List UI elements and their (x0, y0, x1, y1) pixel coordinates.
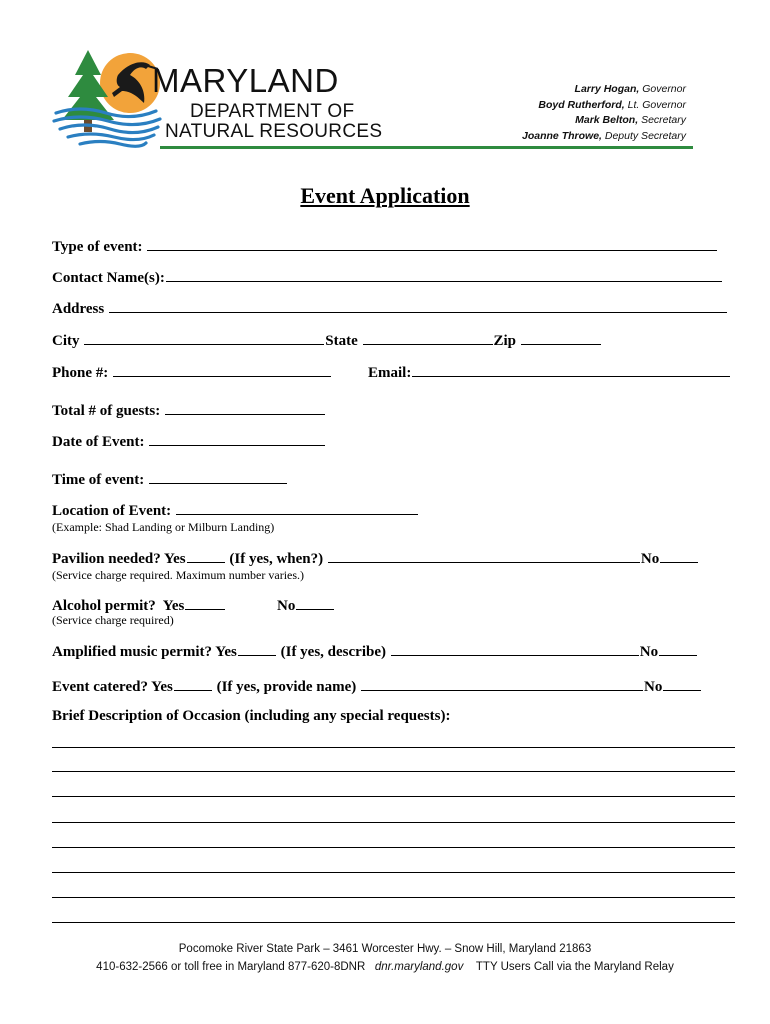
description-row (52, 708, 450, 725)
alcohol-no-label: No (277, 598, 296, 614)
alcohol-yes-field[interactable] (185, 596, 225, 610)
catered-yes-field[interactable] (174, 677, 212, 691)
page-title: Event Application (300, 183, 470, 208)
type-of-event-row (52, 237, 718, 256)
description-line[interactable] (52, 897, 735, 898)
music-describe-field[interactable] (391, 642, 639, 656)
catered-label: Event catered? (52, 679, 148, 695)
description-line[interactable] (52, 822, 735, 823)
email-row (368, 363, 731, 382)
pavilion-when-label: (If yes, when?) (229, 551, 324, 567)
description-line[interactable] (52, 922, 735, 923)
date-of-event-field[interactable] (149, 432, 325, 446)
zip-label: Zip (493, 333, 517, 349)
pavilion-label: Pavilion needed? (52, 551, 161, 567)
catered-no-label: No (644, 679, 663, 695)
brand-subtitle-department: DEPARTMENT OF (190, 101, 355, 122)
email-label: Email: (368, 365, 412, 381)
total-guests-field[interactable] (165, 401, 325, 415)
official-row: Joanne Throwe, Deputy Secretary (522, 129, 686, 142)
location-note: (Example: Shad Landing or Milburn Landing) (52, 520, 275, 534)
pavilion-row (52, 549, 699, 568)
email-field[interactable] (412, 363, 730, 377)
header-divider (160, 146, 693, 149)
alcohol-label: Alcohol permit? (52, 598, 156, 614)
brand-subtitle-resources: NATURAL RESOURCES (165, 121, 383, 142)
phone-label: Phone #: (52, 365, 109, 381)
city-field[interactable] (84, 331, 324, 345)
alcohol-no-field[interactable] (296, 596, 334, 610)
music-describe-label: (If yes, describe) (280, 644, 386, 660)
description-line[interactable] (52, 847, 735, 848)
city-label: City (52, 333, 80, 349)
contact-names-field[interactable] (166, 268, 722, 282)
dnr-logo-icon (50, 45, 162, 150)
official-row: Larry Hogan, Governor (574, 83, 686, 95)
description-line[interactable] (52, 796, 735, 797)
music-no-field[interactable] (659, 642, 697, 656)
total-guests-label: Total # of guests: (52, 403, 161, 419)
address-field[interactable] (109, 299, 727, 313)
time-of-event-field[interactable] (149, 470, 287, 484)
music-yes-field[interactable] (238, 642, 276, 656)
total-guests-row (52, 401, 326, 420)
catered-row (52, 677, 702, 696)
city-state-zip-row (52, 331, 602, 350)
pavilion-when-field[interactable] (328, 549, 640, 563)
alcohol-no-row (277, 596, 335, 615)
phone-row (52, 363, 332, 382)
description-label: Brief Description of Occasion (including any special requests): (52, 708, 451, 724)
catered-no-field[interactable] (663, 677, 701, 691)
music-label: Amplified music permit? (52, 644, 212, 660)
alcohol-note: (Service charge required) (52, 613, 174, 627)
official-row: Mark Belton, Secretary (575, 114, 686, 126)
music-yes-label: Yes (215, 644, 237, 660)
footer-address: Pocomoke River State Park – 3461 Worcester Hwy. – Snow Hill, Maryland 21863 (178, 943, 592, 955)
description-line[interactable] (52, 872, 735, 873)
state-label: State (325, 333, 358, 349)
description-line[interactable] (52, 747, 735, 748)
catered-name-field[interactable] (361, 677, 643, 691)
address-row (52, 299, 728, 318)
footer-contact (0, 961, 770, 973)
time-of-event-row (52, 470, 288, 489)
location-row (52, 501, 419, 520)
catered-yes-label: Yes (151, 679, 173, 695)
footer-phone: 410-632-2566 or toll free in Maryland 877-620-8DNR (96, 961, 366, 973)
pavilion-yes-label: Yes (163, 551, 186, 567)
phone-field[interactable] (113, 363, 331, 377)
date-of-event-row (52, 432, 326, 451)
contact-names-row (52, 268, 723, 287)
description-line[interactable] (52, 771, 735, 772)
type-of-event-field[interactable] (147, 237, 717, 251)
pavilion-no-field[interactable] (660, 549, 698, 563)
date-of-event-label: Date of Event: (52, 434, 145, 450)
official-row: Boyd Rutherford, Lt. Governor (538, 98, 686, 111)
pavilion-note: (Service charge required. Maximum number varies.) (52, 568, 305, 582)
alcohol-yes-label: Yes (162, 598, 185, 614)
location-field[interactable] (176, 501, 418, 515)
footer-tty: TTY Users Call via the Maryland Relay (475, 961, 674, 973)
zip-field[interactable] (521, 331, 601, 345)
music-row (52, 642, 698, 661)
music-no-label: No (639, 644, 659, 660)
pavilion-no-label: No (640, 551, 660, 567)
pavilion-yes-field[interactable] (187, 549, 225, 563)
time-of-event-label: Time of event: (52, 472, 145, 488)
footer-website: dnr.maryland.gov (374, 961, 464, 973)
location-label: Location of Event: (52, 503, 172, 519)
type-of-event-label: Type of event: (52, 239, 143, 255)
brand-name: MARYLAND (152, 62, 339, 99)
state-field[interactable] (363, 331, 493, 345)
officials-list (522, 82, 686, 144)
catered-name-label: (If yes, provide name) (216, 679, 357, 695)
contact-names-label: Contact Name(s): (52, 270, 165, 286)
address-label: Address (52, 301, 105, 317)
